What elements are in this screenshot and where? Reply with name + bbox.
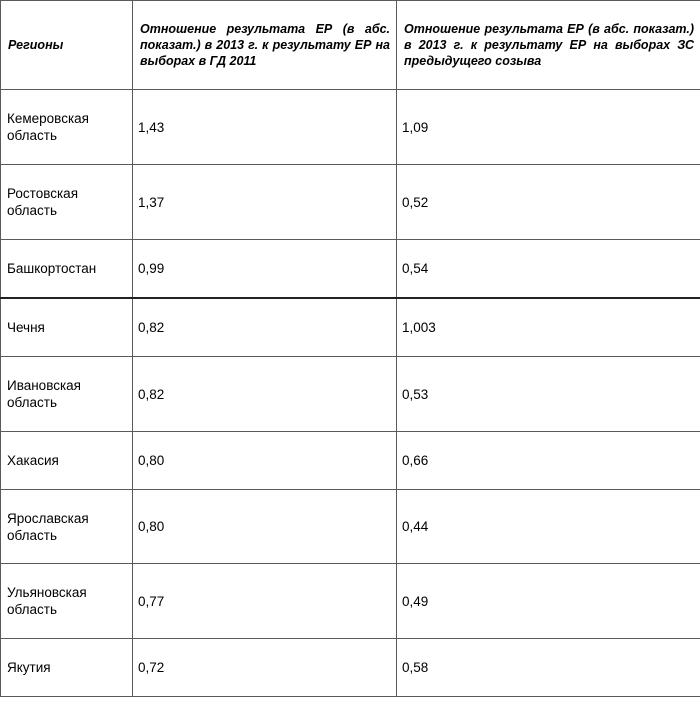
zs-prev-ratio-cell: 0,44 — [397, 490, 700, 564]
header-ratio-zs-prev: Отношение результата ЕР (в абс. показат.) в 2013 г. к результату ЕР на выборах ЗС предыдущего созыва — [397, 1, 700, 90]
table-row — [1, 90, 700, 165]
region-cell: Башкортостан — [1, 240, 133, 299]
table-row — [1, 240, 700, 299]
gd2011-ratio-cell: 0,82 — [133, 298, 397, 357]
table-row — [1, 432, 700, 490]
zs-prev-ratio-cell: 1,09 — [397, 90, 700, 165]
region-cell: Якутия — [1, 639, 133, 697]
table-row — [1, 490, 700, 564]
region-cell: Ульяновская область — [1, 564, 133, 639]
table-row — [1, 564, 700, 639]
gd2011-ratio-cell: 1,37 — [133, 165, 397, 240]
gd2011-ratio-cell: 0,72 — [133, 639, 397, 697]
gd2011-ratio-cell: 0,77 — [133, 564, 397, 639]
zs-prev-ratio-cell: 1,003 — [397, 298, 700, 357]
gd2011-ratio-cell: 0,80 — [133, 490, 397, 564]
region-cell: Ярославская область — [1, 490, 133, 564]
table-row — [1, 298, 700, 357]
region-cell: Кемеровская область — [1, 90, 133, 165]
header-ratio-gd2011: Отношение результата ЕР (в абс. показат.) в 2013 г. к результату ЕР на выборах в ГД 2011 — [133, 1, 397, 90]
region-cell: Ивановская область — [1, 357, 133, 432]
zs-prev-ratio-cell: 0,58 — [397, 639, 700, 697]
header-regions: Регионы — [1, 1, 133, 90]
region-cell: Ростовская область — [1, 165, 133, 240]
region-cell: Чечня — [1, 298, 133, 357]
zs-prev-ratio-cell: 0,52 — [397, 165, 700, 240]
zs-prev-ratio-cell: 0,54 — [397, 240, 700, 299]
zs-prev-ratio-cell: 0,66 — [397, 432, 700, 490]
table-row — [1, 165, 700, 240]
gd2011-ratio-cell: 0,99 — [133, 240, 397, 299]
zs-prev-ratio-cell: 0,53 — [397, 357, 700, 432]
region-cell: Хакасия — [1, 432, 133, 490]
table-row — [1, 639, 700, 697]
zs-prev-ratio-cell: 0,49 — [397, 564, 700, 639]
gd2011-ratio-cell: 0,80 — [133, 432, 397, 490]
header-row — [1, 1, 700, 90]
gd2011-ratio-cell: 0,82 — [133, 357, 397, 432]
table-row — [1, 357, 700, 432]
gd2011-ratio-cell: 1,43 — [133, 90, 397, 165]
